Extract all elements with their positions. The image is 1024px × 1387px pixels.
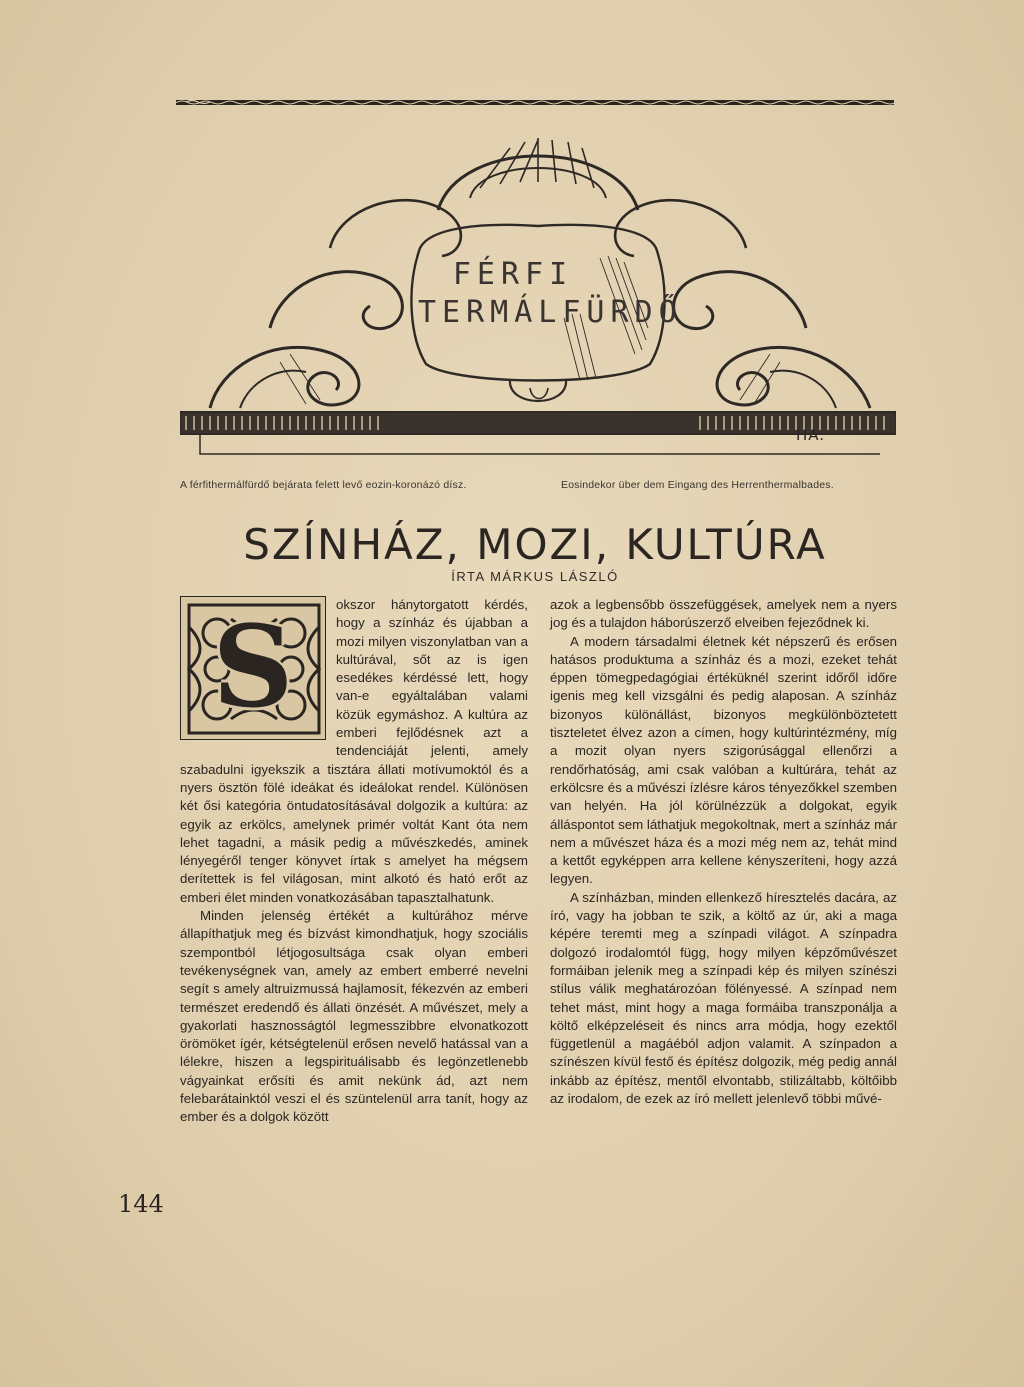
right-paragraph-1: azok a legbensőbb összefüggések, amelyek nem a nyers jog és a tulajdon háborúszerző elveiben fejeződnek ki. [550,597,897,631]
right-paragraph-2: A modern társadalmi életnek két népszerű és erősen hatásos produktuma a színház és a mozi, ezeket tehát éppen tömegpedagógiai értéküknél szerint időről időre igenis meg kell vizsgálni és pedig alaposan. A színház bizonyos különállást, bizonyos megkülönböztetett tiszteletet élvez azon a címen, hogy kultúrintézmény, míg a mozit olyan nyers szigorúsággal ellenőrzi a rendőrhatóság, ami csak valóban a kultúrára, tehát az erkölcsre és a művészi ízlésre káros tényezőkkel szemben van helyén. Ha jól körülnézzük a dolgokat, egyik álláspontot sem láthatjuk megokoltnak, mert a színház már nem a művészet háza és a mozi még nem az, tehát mind a kettőt egyképpen arra kellene kényszeríteni, hogy azzá legyen. [550,633,897,887]
left-paragraph-2: Minden jelenség értékét a kultúrához mérve állapíthatjuk meg és bízvást kimondhatjuk, hogy szociális szempontból létjogosultsága csak olyan emberi tevékenységnek van, amely az embert emberré nevelni segít s amely altruizmussá hajlamosít, fékezvén az emberi természet eredendő és állati önzését. A művészet, mely a gyakorlati hasznosságtól legmesszibbre elvonatkozott örömöket ígér, kétségtelenül erősen nevelő hatással van a lélekre, hiszen a legspirituálisabb és legönzetlenebb vágyainkat erősíti és amit nekünk ád, azt nem felebarátainktól veszi el és szüntelenül arra tanít, hogy az ember és a dolgok között [180,908,528,1125]
sign-line-2: TERMÁLFÜRDŐ [418,295,683,330]
ornamental-top-border [176,98,894,108]
caption-german: Eosindekor über dem Eingang des Herrenthermalbades. [561,479,834,491]
illustration-sign [418,256,683,336]
page-number: 144 [118,1190,164,1218]
left-column [180,596,528,1127]
right-column [550,596,897,1108]
left-paragraph-1: okszor hánytorgatott kérdés, hogy a színház és újabban a mozi milyen viszonylatban van a kultúrával, sőt az is igen esedékes kérdéssé lett, hogy van-e egyáltalában valami közük egymáshoz. A kultúra az emberi fejlődésnek azt a tendenciáját jelenti, amely szabadulni igyekszik a tisztára állati motívumoktól és a nyers ösztön fölé ideákat és ideálokat rendel. Különösen két ősi kategória öntudatosításával dolgozik a kultúra: az egyik az erkölcs, amelynek primér voltát Kant óta nem lehet tagadni, a másik pedig a művészkedés, aminek lényegéről tenger könyvet írtak s amelyet ha mégsem derítettek is fel világosan, mint alkotó és ható erőt az emberi élet minden vonatkozásában tapasztalhatunk. [180,597,528,905]
artist-signature: HA. [796,426,826,444]
drop-cap [180,596,330,742]
sign-line-1: FÉRFI [452,257,574,292]
drop-cap-letter: S [212,602,294,733]
caption-hungarian: A férfithermálfürdő bejárata felett levő eozin-koronázó dísz. [180,479,467,491]
right-paragraph-3: A színházban, minden ellenkező híresztelés dacára, az író, vagy ha jobban te szik, a költő az úr, aki a maga képére teremti meg a színpadi világot. A színpadra dolgozó irodalomtól függ, hogy milyen képzőművészet formáiban jelenik meg a színpadi kép és milyen színészi stílus válik meghatározóan fölényessé. A színpad nem tehet mást, mint hogy a maga formáiba transzponálja a költő elképzeléseit és nincs arra módja, hogy ezektől függetlenül a magáéból adjon valamit. A színpadon a színészen kívül festő és építész dolgozik, még pedig annál inkább az építész, mentől elvontabb, stilizáltabb, költőibb az irodalom, de ezek az író mellett jelenlevő többi művé- [550,889,897,1107]
article-author: ÍRTA MÁRKUS LÁSZLÓ [451,569,619,584]
article-title: SZÍNHÁZ, MOZI, KULTÚRA [243,520,827,569]
